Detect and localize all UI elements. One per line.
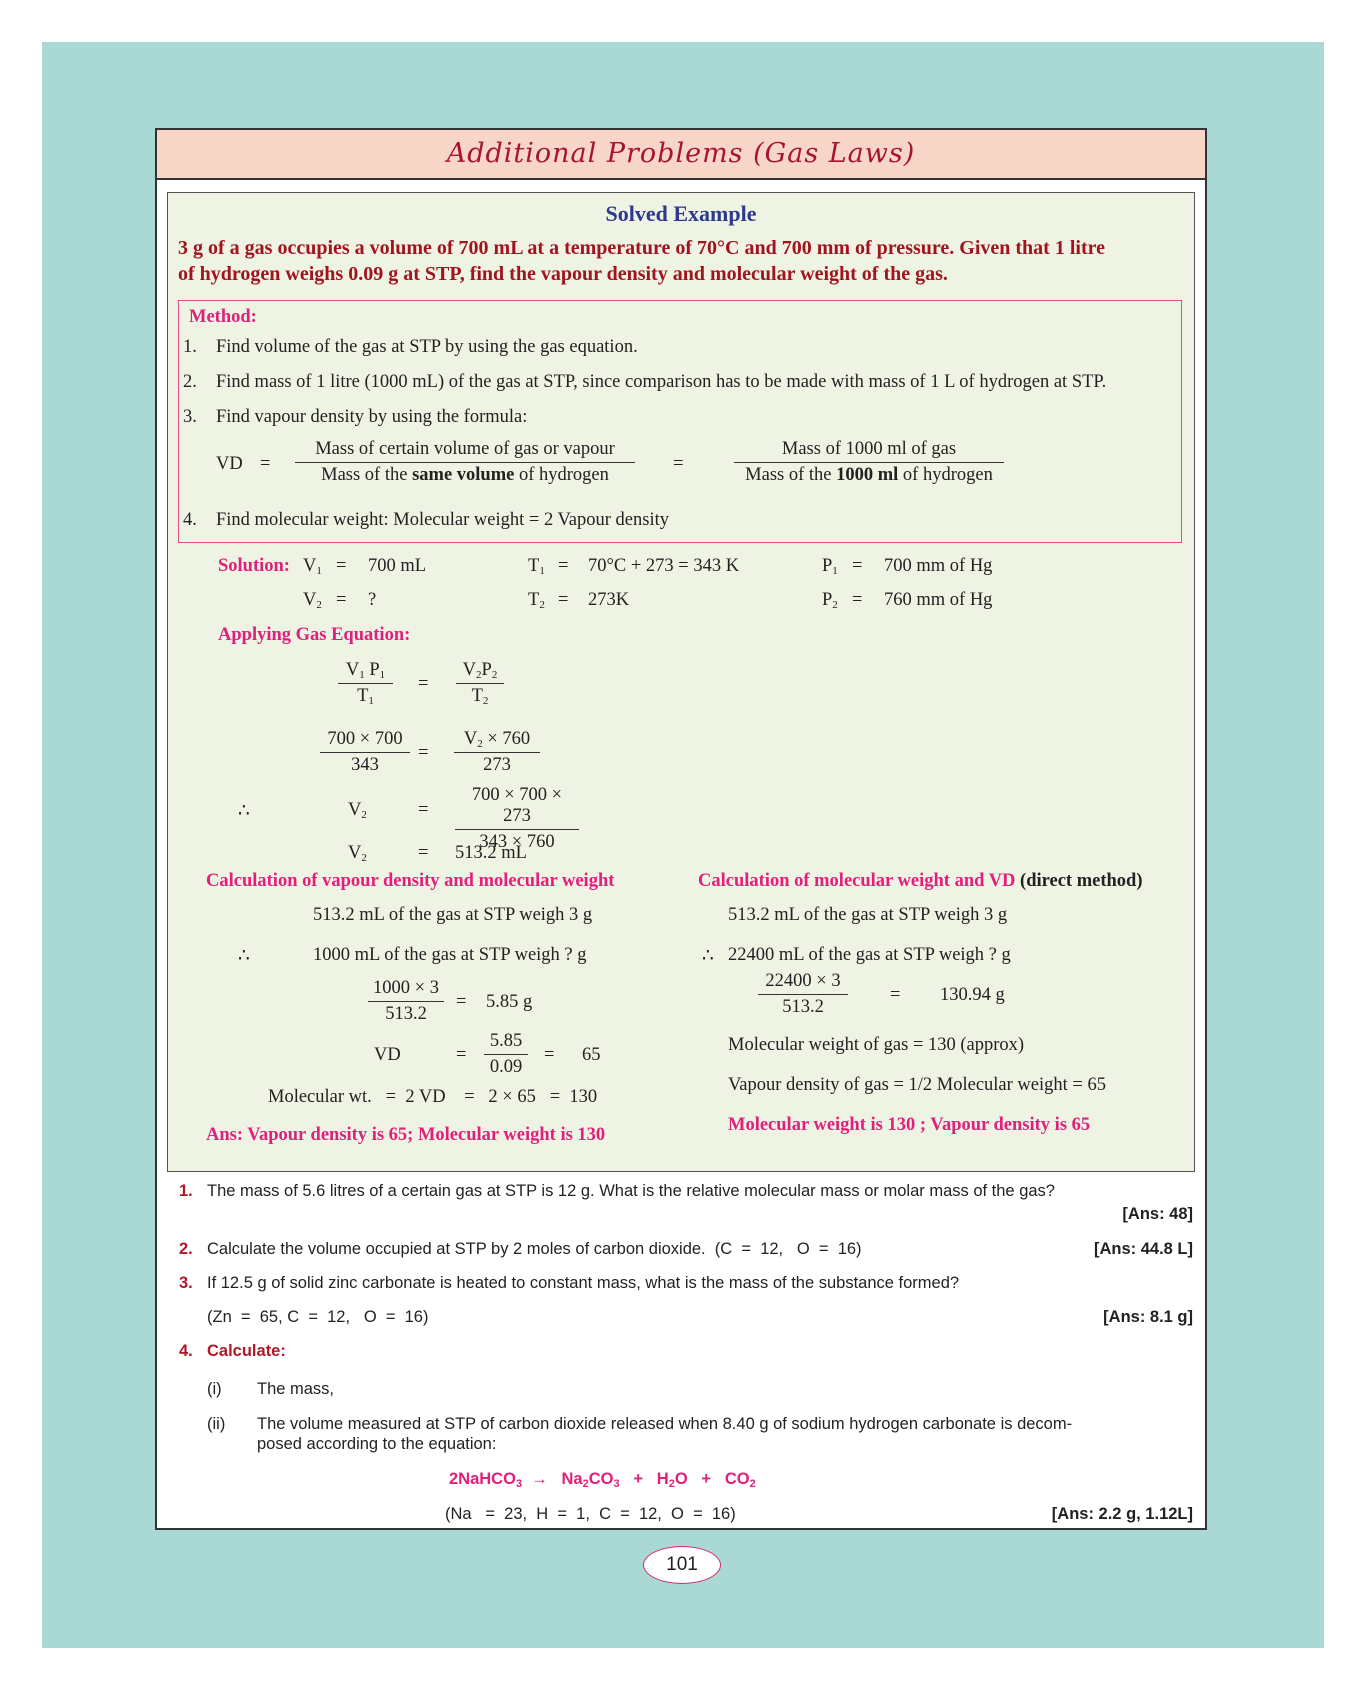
t2-value: 273K — [588, 590, 630, 610]
substitution-lhs: $\frac{700 \times 700}{343}$ — [320, 729, 410, 776]
fraction-numerator: Mass of 1000 ml of gas — [734, 439, 1004, 463]
left-answer: Ans: Vapour density is 65; Molecular weight is 130 — [206, 1125, 606, 1145]
step-number: 4. — [183, 510, 197, 530]
subpart-number: (ii) — [207, 1415, 226, 1433]
step-number: 1. — [183, 337, 197, 357]
p2-symbol: $P_2$ — [822, 590, 838, 611]
substitution-rhs: $\frac{V_2 \times 760}{273}$ — [454, 729, 540, 776]
fraction-numerator: Mass of certain volume of gas or vapour — [295, 439, 635, 463]
solved-heading: Solved Example — [605, 201, 757, 226]
fraction-denominator: Mass of the 1000 ml of hydrogen — [745, 465, 993, 485]
therefore-symbol: ∴ — [238, 946, 250, 966]
left-vd-fraction: $\frac{5.85}{0.09}$ — [484, 1031, 528, 1078]
v2-result: 513.2 mL — [455, 843, 527, 863]
vd-formula-fraction — [295, 439, 635, 486]
equals-sign: = — [260, 454, 271, 474]
answer-4: [Ans: 2.2 g, 1.12L] — [1051, 1505, 1193, 1523]
vd-formula-fraction-2 — [734, 439, 1004, 486]
right-mass-value: 130.94 g — [940, 985, 1005, 1005]
answer-1: [Ans: 48] — [1122, 1205, 1193, 1223]
gas-eq-rhs: $\frac{V_2P_2}{T_2}$ — [456, 660, 504, 707]
therefore-symbol: ∴ — [238, 801, 250, 821]
fraction-denominator: Mass of the same volume of hydrogen — [321, 465, 609, 485]
method-step-2: Find mass of 1 litre (1000 mL) of the gas at STP, since comparison has to be made with mass of 1 L of hydrogen at STP. — [216, 372, 1107, 392]
question-3: If 12.5 g of solid zinc carbonate is heated to constant mass, what is the mass of the substance formed? — [207, 1274, 960, 1292]
question-4-ii-line-2: posed according to the equation: — [257, 1435, 497, 1453]
right-heading: Calculation of molecular weight and VD (direct method) — [698, 871, 1143, 891]
title-banner — [157, 130, 1205, 180]
subpart-number: (i) — [207, 1380, 222, 1398]
p1-value: 700 mm of Hg — [884, 556, 993, 576]
t1-value: 70°C + 273 = 343 K — [588, 556, 740, 576]
right-mass-fraction: $\frac{22400 \times 3}{513.2}$ — [758, 971, 848, 1018]
p2-value: 760 mm of Hg — [884, 590, 993, 610]
question-number: 3. — [179, 1274, 193, 1292]
step-number: 3. — [183, 407, 197, 427]
t2-symbol: $T_2$ — [528, 590, 545, 611]
answer-3: [Ans: 8.1 g] — [1103, 1308, 1193, 1326]
equals-sign: = — [673, 454, 684, 474]
problem-line-2: of hydrogen weighs 0.09 g at STP, find the vapour density and molecular weight of the gas. — [178, 263, 948, 285]
step-number: 2. — [183, 372, 197, 392]
question-4-data: (Na = 23, H = 1, C = 12, O = 16) — [445, 1505, 736, 1523]
left-line-1: 513.2 mL of the gas at STP weigh 3 g — [313, 905, 593, 925]
left-line-2: 1000 mL of the gas at STP weigh ? g — [313, 945, 587, 965]
question-1: The mass of 5.6 litres of a certain gas at STP is 12 g. What is the relative molecular mass or molar mass of the gas? — [207, 1182, 1055, 1200]
question-2: Calculate the volume occupied at STP by 2 moles of carbon dioxide. (C = 12, O = 16) — [207, 1240, 862, 1258]
method-step-4: Find molecular weight: Molecular weight = 2 Vapour density — [216, 510, 669, 530]
left-vd-value: 65 — [582, 1045, 601, 1065]
page-frame — [155, 128, 1207, 1530]
chemical-equation: 2NaHCO$_3$ → $Na_2CO_3$ + $H_2O$ + $CO_2$ — [449, 1470, 756, 1490]
t1-symbol: $T_1$ — [528, 556, 545, 577]
page-title: Additional Problems (Gas Laws) — [446, 138, 916, 169]
right-line-1: 513.2 mL of the gas at STP weigh 3 g — [728, 905, 1008, 925]
v1-value: 700 mL — [368, 556, 427, 576]
question-number: 2. — [179, 1240, 193, 1258]
question-4: Calculate: — [207, 1342, 286, 1360]
therefore-symbol: ∴ — [702, 946, 714, 966]
v2-symbol: $V_2$ — [303, 590, 322, 611]
method-box — [178, 300, 1182, 543]
question-3-data: (Zn = 65, C = 12, O = 16) — [207, 1308, 429, 1326]
solved-example-box: Solved Example 3 g of a gas occupies a volume of 700 mL at a temperature of 70°C and 700 mm of pressure. Given that 1 litre of hydrogen weighs 0.09 g at STP, find the vapour density and molecular weight of the gas. Method: 1. Find volume of the gas at STP by using the gas equation. 2. Find mass of 1 litre (1000 mL) of the gas at STP, since comparison has to be made with mass of 1 L of hydrogen at STP. 3. Find vapour density by using the formula: VD = Mass of certain volume of gas or vapour Mass of the same volume of hydrogen = Mass of 1000 ml of gas Mass of the 1000 ml of hydrogen 4. Find molecular weight: Molecular weight = 2 Vapour density Solution: $V_1$ = 700 mL $V_2$ = ? $T_1$ = 70°C + 273 = 343 K $T_2$ = 273K $P_1$ = 700 mm of Hg $P_2$ = 760 mm of Hg Applying Gas Equation: $\frac{V_1 P_1}{T_1}$ = $\frac{V_2P_2}{T_2}$ $\frac{700 \times 700}{343}$ = $\frac{V_2 \times 760}{273}$ ∴ $V_2$ = $\frac{700 \times 700 \times 273}{343 \times 760}$ $V_2$ = 513.2 mL Calculation of vapour density and molecular weight 513.2 mL of the gas at STP weigh 3 g ∴ 1000 mL of the gas at STP weigh ? g $\frac{1000 \times 3}{513.2}$ = 5.85 g VD = $\frac{5.85}{0.09}$ = 65 Molecular wt. = 2 VD = 2 × 65 = 130 Ans: Vapour density is 65; Molecular weight is 130 Calculation of molecular weight and VD (direct method) 513.2 mL of the gas at STP weigh 3 g ∴ 22400 mL of the gas at STP weigh ? g $\frac{22400 \times 3}{513.2}$ = 130.94 g Molecular weight of gas = 130 (approx) Vapour density of gas = 1/2 Molecular weight = 65 Molecular weight is 130 ; Vapour density is 65 — [167, 192, 1195, 1172]
page-number: 101 — [643, 1546, 721, 1584]
question-number: 1. — [179, 1182, 193, 1200]
v2-expression: $\frac{700 \times 700 \times 273}{343 \times 760}$ — [455, 785, 579, 853]
left-vd-label: VD — [374, 1045, 401, 1065]
right-answer: Molecular weight is 130 ; Vapour density is 65 — [728, 1115, 1091, 1135]
method-step-3: Find vapour density by using the formula: — [216, 407, 528, 427]
left-mass-fraction: $\frac{1000 \times 3}{513.2}$ — [368, 978, 444, 1025]
v2-value: ? — [368, 590, 377, 610]
question-4-i: The mass, — [257, 1380, 335, 1398]
gas-equation-label: Applying Gas Equation: — [218, 625, 411, 645]
left-mass-value: 5.85 g — [486, 992, 533, 1012]
answer-2: [Ans: 44.8 L] — [1093, 1240, 1193, 1258]
left-mw-line: Molecular wt. = 2 VD = 2 × 65 = 130 — [268, 1087, 598, 1107]
solution-label: Solution: — [218, 556, 290, 576]
v2-lhs: $V_2$ — [348, 800, 367, 821]
right-line-2: 22400 mL of the gas at STP weigh ? g — [728, 945, 1011, 965]
v1-symbol: $V_1$ — [303, 556, 322, 577]
question-4-ii-line-1: The volume measured at STP of carbon dioxide released when 8.40 g of sodium hydrogen carbonate is decom- — [257, 1415, 1073, 1433]
left-heading: Calculation of vapour density and molecular weight — [206, 871, 615, 891]
vd-label: VD — [216, 454, 243, 474]
right-vd-line: Vapour density of gas = 1/2 Molecular weight = 65 — [728, 1075, 1106, 1095]
question-number: 4. — [179, 1342, 193, 1360]
method-label: Method: — [189, 307, 257, 327]
right-mw-line: Molecular weight of gas = 130 (approx) — [728, 1035, 1025, 1055]
method-step-1: Find volume of the gas at STP by using the gas equation. — [216, 337, 638, 357]
p1-symbol: $P_1$ — [822, 556, 838, 577]
v2-lhs: $V_2$ — [348, 843, 367, 864]
gas-eq-lhs: $\frac{V_1 P_1}{T_1}$ — [338, 660, 393, 707]
problem-line-1: 3 g of a gas occupies a volume of 700 mL at a temperature of 70°C and 700 mm of pressure. Given that 1 litre — [178, 237, 1105, 259]
